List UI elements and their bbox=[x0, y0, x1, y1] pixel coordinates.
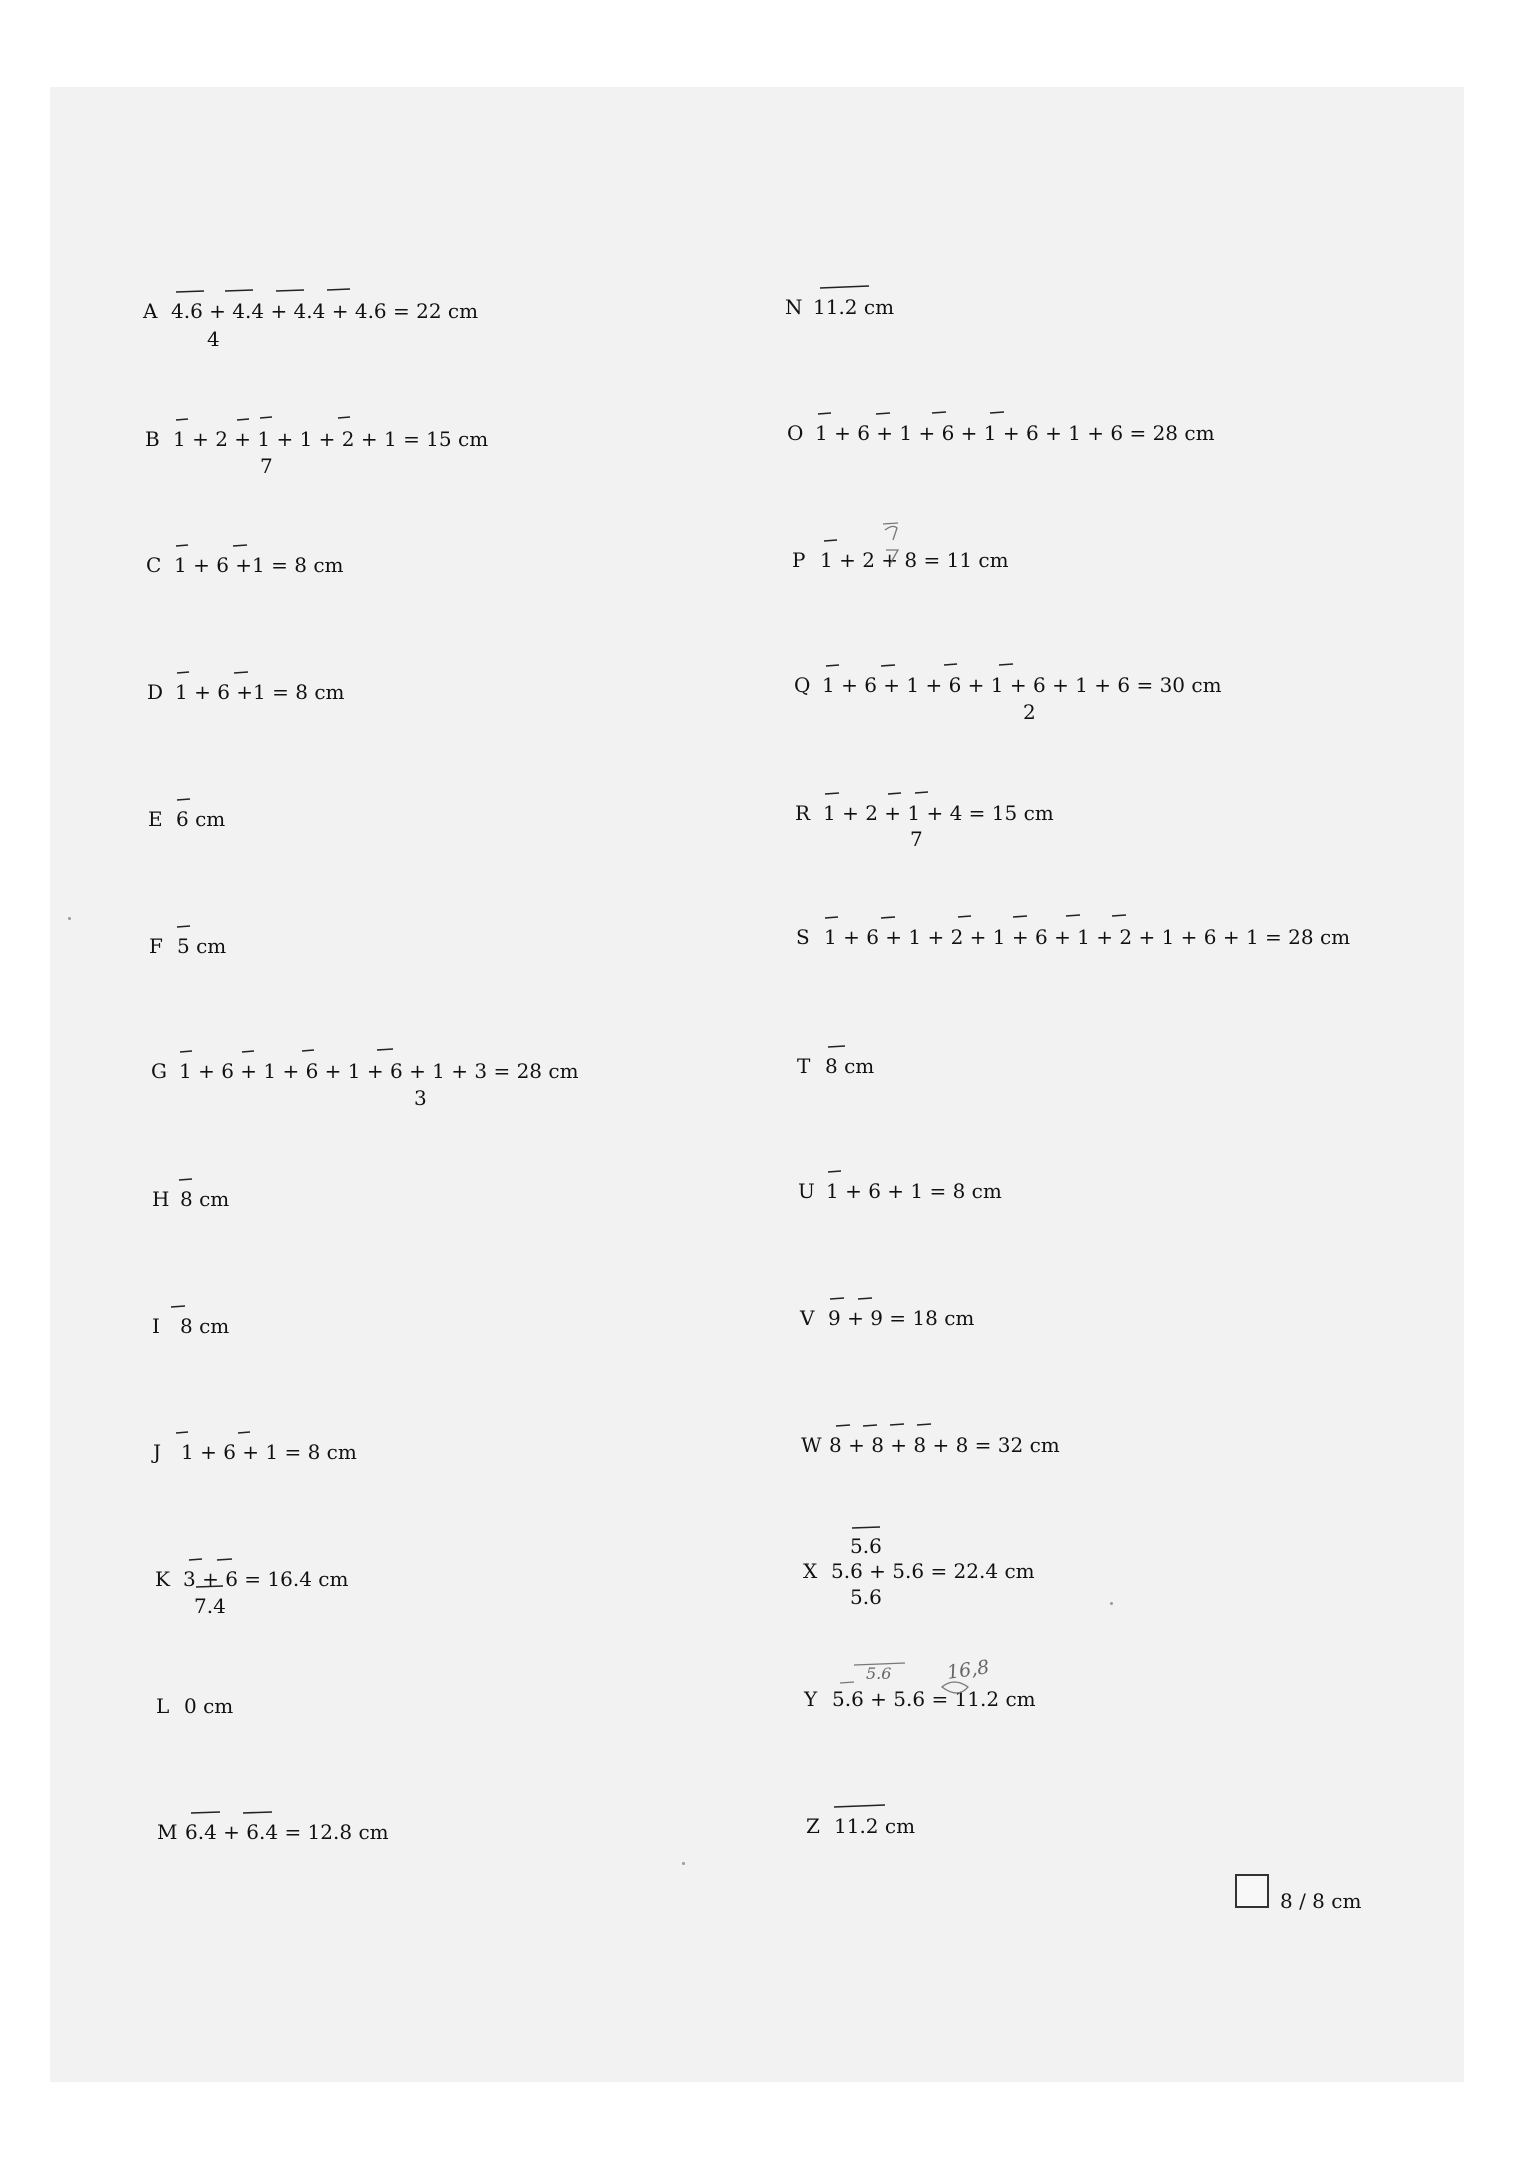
entry-expression: 5.6 + 5.6 = 11.2 cm bbox=[832, 1687, 1036, 1711]
entry-c bbox=[146, 553, 343, 577]
entry-r bbox=[795, 801, 1054, 825]
entry-expression: 1 + 6 + 1 = 8 cm bbox=[181, 1440, 357, 1464]
entry-b-denominator: 7 bbox=[260, 454, 273, 478]
entry-v bbox=[800, 1306, 974, 1330]
paper-speck bbox=[68, 917, 71, 920]
entry-letter: Y bbox=[804, 1687, 818, 1711]
entry-k-denominator: 7.4 bbox=[194, 1594, 226, 1618]
entry-d bbox=[147, 680, 344, 704]
entry-expression: 1 + 6 +1 = 8 cm bbox=[174, 553, 344, 577]
entry-p bbox=[792, 548, 1009, 572]
entry-letter: R bbox=[795, 801, 811, 825]
entry-j bbox=[153, 1440, 357, 1464]
entry-letter: E bbox=[148, 807, 163, 831]
entry-m bbox=[157, 1820, 389, 1844]
entry-x bbox=[803, 1559, 1035, 1583]
entry-letter: L bbox=[156, 1694, 170, 1718]
entry-letter: V bbox=[800, 1306, 815, 1330]
entry-x-numerator: 5.6 bbox=[850, 1534, 882, 1558]
entry-y-pencil-correction: 16,8 bbox=[945, 1656, 991, 1684]
entry-expression: 1 + 2 + 8 = 11 cm bbox=[820, 548, 1009, 572]
entry-i bbox=[152, 1314, 229, 1338]
entry-n bbox=[785, 295, 894, 319]
entry-x-denominator: 5.6 bbox=[850, 1585, 882, 1609]
entry-letter: A bbox=[143, 299, 158, 323]
entry-a-denominator: 4 bbox=[207, 327, 220, 351]
entry-y-pencil-numerator: 5.6 bbox=[866, 1664, 892, 1683]
entry-letter: H bbox=[152, 1187, 170, 1211]
entry-expression: 3 + 6 = 16.4 cm bbox=[183, 1567, 349, 1591]
entry-letter: N bbox=[785, 295, 803, 319]
entry-r-denominator: 7 bbox=[910, 827, 923, 851]
entry-letter: G bbox=[151, 1059, 167, 1083]
entry-k bbox=[155, 1567, 348, 1591]
entry-expression: 1 + 2 + 1 + 1 + 2 + 1 = 15 cm bbox=[173, 427, 489, 451]
entry-s bbox=[796, 925, 1350, 949]
entry-t bbox=[797, 1054, 874, 1078]
entry-expression: 4.6 + 4.4 + 4.4 + 4.6 = 22 cm bbox=[171, 299, 479, 323]
entry-expression: 1 + 6 +1 = 8 cm bbox=[175, 680, 345, 704]
entry-l bbox=[156, 1694, 233, 1718]
entry-f bbox=[149, 934, 226, 958]
entry-expression: 1 + 6 + 1 + 6 + 1 + 6 + 1 + 6 = 28 cm bbox=[815, 421, 1215, 445]
entry-letter: C bbox=[146, 553, 162, 577]
entry-o bbox=[787, 421, 1215, 445]
entry-expression: 6 cm bbox=[176, 807, 226, 831]
entry-g-denominator: 3 bbox=[414, 1086, 427, 1110]
entry-letter: F bbox=[149, 934, 163, 958]
entry-q bbox=[794, 673, 1222, 697]
entry-letter: S bbox=[796, 925, 810, 949]
pencil-marks bbox=[840, 523, 968, 1693]
entry-expression: 1 + 6 + 1 + 6 + 1 + 6 + 1 + 3 = 28 cm bbox=[179, 1059, 579, 1083]
overline-marks bbox=[50, 87, 1464, 2082]
entry-expression: 9 + 9 = 18 cm bbox=[828, 1306, 975, 1330]
entry-expression: 8 cm bbox=[180, 1314, 230, 1338]
entry-a bbox=[143, 299, 478, 323]
worksheet-page bbox=[50, 87, 1464, 2082]
entry-expression: 1 + 2 + 1 + 4 = 15 cm bbox=[823, 801, 1054, 825]
entry-z bbox=[806, 1814, 915, 1838]
entry-expression: 8 + 8 + 8 + 8 = 32 cm bbox=[829, 1433, 1060, 1457]
entry-expression: 1 + 6 + 1 = 8 cm bbox=[826, 1179, 1002, 1203]
entry-e bbox=[148, 807, 225, 831]
entry-letter: U bbox=[798, 1179, 815, 1203]
entry-g bbox=[151, 1059, 579, 1083]
entry-letter: J bbox=[153, 1440, 162, 1464]
entry-letter: P bbox=[792, 548, 806, 572]
entry-b bbox=[145, 427, 488, 451]
entry-expression: 6.4 + 6.4 = 12.8 cm bbox=[185, 1820, 389, 1844]
entry-expression: 11.2 cm bbox=[834, 1814, 916, 1838]
entry-expression: 0 cm bbox=[184, 1694, 234, 1718]
paper-speck bbox=[1110, 1602, 1113, 1605]
entry-u bbox=[798, 1179, 1002, 1203]
entry-letter: O bbox=[787, 421, 804, 445]
entry-expression: 5.6 + 5.6 = 22.4 cm bbox=[831, 1559, 1035, 1583]
entry-expression: 8 cm bbox=[825, 1054, 875, 1078]
entry-expression: 8 cm bbox=[180, 1187, 230, 1211]
entry-letter: T bbox=[797, 1054, 811, 1078]
paper-speck bbox=[682, 1862, 685, 1865]
entry-letter: K bbox=[155, 1567, 170, 1591]
entry-expression: 11.2 cm bbox=[813, 295, 895, 319]
entry-expression: 5 cm bbox=[177, 934, 227, 958]
entry-letter: I bbox=[152, 1314, 160, 1338]
entry-letter: D bbox=[147, 680, 164, 704]
entry-letter: B bbox=[145, 427, 160, 451]
entry-letter: Q bbox=[794, 673, 811, 697]
entry-q-denominator: 2 bbox=[1023, 700, 1036, 724]
entry-expression: 1 + 6 + 1 + 6 + 1 + 6 + 1 + 6 = 30 cm bbox=[822, 673, 1222, 697]
entry-letter: X bbox=[803, 1559, 818, 1583]
score-checkbox[interactable] bbox=[1235, 1874, 1269, 1908]
entry-h bbox=[152, 1187, 229, 1211]
entry-letter: W bbox=[801, 1433, 822, 1457]
entry-w bbox=[801, 1433, 1060, 1457]
entry-letter: Z bbox=[806, 1814, 820, 1838]
entry-expression: 1 + 6 + 1 + 2 + 1 + 6 + 1 + 2 + 1 + 6 + 1 = 28 cm bbox=[824, 925, 1351, 949]
entry-y bbox=[804, 1687, 1036, 1711]
entry-letter: M bbox=[157, 1820, 178, 1844]
score-text: 8 / 8 cm bbox=[1280, 1889, 1362, 1913]
